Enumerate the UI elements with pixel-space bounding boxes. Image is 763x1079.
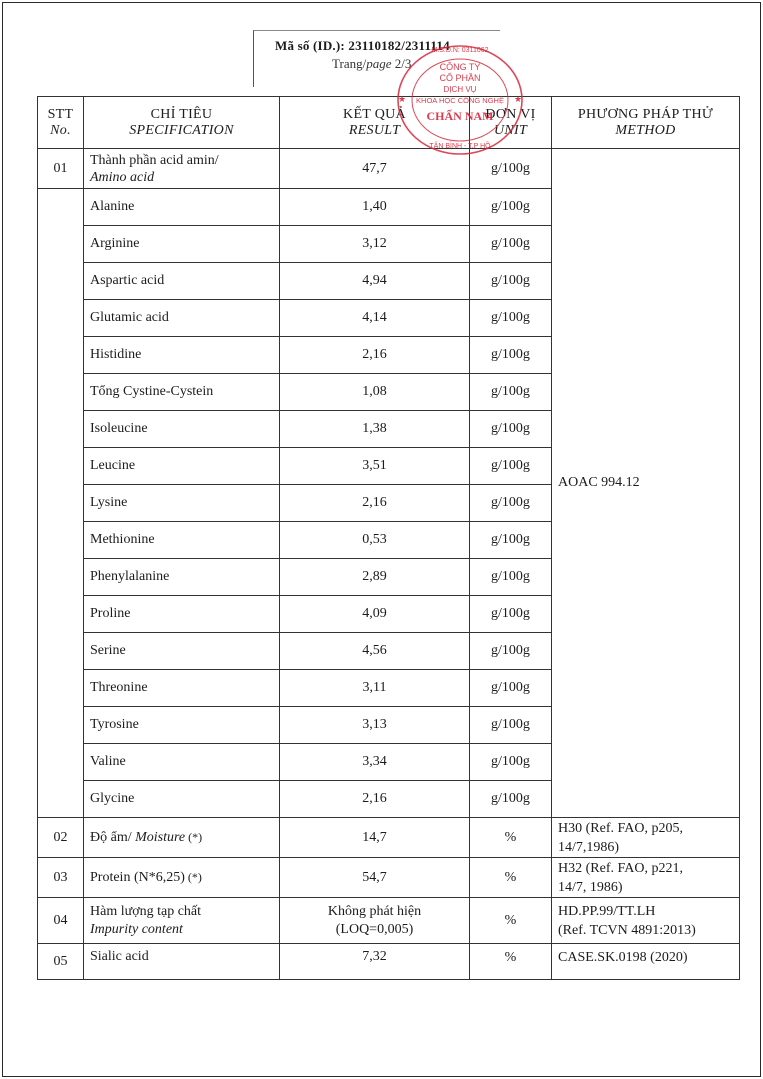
row-method — [552, 898, 740, 944]
row-stt-empty — [38, 189, 84, 818]
page-value: 2/3 — [394, 56, 412, 71]
row-spec — [84, 858, 280, 898]
row-result: 2,16 — [280, 781, 470, 818]
stamp-line2: CỔ PHẦN — [439, 73, 481, 83]
method-l1: CASE.SK.0198 (2020) — [558, 950, 688, 965]
row-spec: Histidine — [84, 337, 280, 374]
method-l2: (Ref. TCVN 4891:2013) — [558, 922, 696, 938]
spec-en: Amino acid — [90, 169, 155, 185]
report-id-label: Mã số (ID.): — [275, 38, 345, 53]
row-unit: % — [470, 858, 552, 898]
row-unit: g/100g — [470, 522, 552, 559]
row-spec: Proline — [84, 596, 280, 633]
report-id-value: 23110182/2311114 — [348, 38, 450, 53]
row-unit: g/100g — [470, 337, 552, 374]
row-unit: g/100g — [470, 374, 552, 411]
row-method — [552, 944, 740, 980]
row-spec: Phenylalanine — [84, 559, 280, 596]
row-result: 1,38 — [280, 411, 470, 448]
method-l1: H30 (Ref. FAO, p205, — [558, 820, 683, 836]
row-spec: Glycine — [84, 781, 280, 818]
stamp-ring-bottom: TÂN BÌNH - T.P HỒ — [429, 143, 491, 150]
row-result: 3,11 — [280, 670, 470, 707]
spec-vi: Thành phần acid amin/ — [90, 152, 219, 168]
row-spec — [84, 944, 280, 980]
method-l2: 14/7, 1986) — [558, 879, 623, 895]
row-stt: 02 — [38, 818, 84, 858]
col-specification: CHỈ TIÊU SPECIFICATION — [84, 97, 280, 149]
row-method — [552, 149, 740, 818]
col-unit: ĐƠN VỊ UNIT — [470, 97, 552, 149]
row-result: 2,89 — [280, 559, 470, 596]
stamp-line5: CHẤN NAM — [426, 109, 494, 123]
row-result: 3,13 — [280, 707, 470, 744]
row-spec — [84, 898, 280, 944]
row-result: 4,09 — [280, 596, 470, 633]
row-unit: g/100g — [470, 411, 552, 448]
result-l2: (LOQ=0,005) — [335, 921, 414, 937]
results-table — [37, 96, 740, 980]
row-unit: g/100g — [470, 300, 552, 337]
row-unit: g/100g — [470, 781, 552, 818]
row-unit: g/100g — [470, 633, 552, 670]
row-method — [552, 818, 740, 858]
row-stt: 01 — [38, 149, 84, 189]
row-stt: 03 — [38, 858, 84, 898]
col-stt: STT No. — [38, 97, 84, 149]
row-unit: g/100g — [470, 670, 552, 707]
row-result: 0,53 — [280, 522, 470, 559]
table-row — [38, 898, 740, 944]
result-l1: Không phát hiện — [327, 903, 422, 919]
row-unit: % — [470, 818, 552, 858]
row-spec: Aspartic acid — [84, 263, 280, 300]
row-result: 4,56 — [280, 633, 470, 670]
table-row — [38, 858, 740, 898]
row-unit: g/100g — [470, 596, 552, 633]
row-spec: Alanine — [84, 189, 280, 226]
row-spec: Valine — [84, 744, 280, 781]
col-result: KẾT QUẢ RESULT — [280, 97, 470, 149]
row-spec: Leucine — [84, 448, 280, 485]
row-result — [280, 898, 470, 944]
row-method — [552, 858, 740, 898]
row-spec: Serine — [84, 633, 280, 670]
row-unit: g/100g — [470, 263, 552, 300]
row-result: 3,12 — [280, 226, 470, 263]
spec-vi: Độ ẩm/ — [90, 830, 136, 845]
row-stt: 05 — [38, 944, 84, 980]
stamp-ring-top: M.S.D.N: 0311062 — [431, 47, 489, 54]
row-spec: Arginine — [84, 226, 280, 263]
spec-mark: (*) — [184, 870, 202, 884]
row-spec: Threonine — [84, 670, 280, 707]
method-aoac: AOAC 994.12 — [558, 475, 640, 490]
spec-en: Impurity content — [90, 921, 183, 937]
method-l1: H32 (Ref. FAO, p221, — [558, 860, 683, 876]
spec-vi: Hàm lượng tạp chất — [90, 903, 202, 919]
spec-en: Moisture — [135, 830, 186, 845]
stamp-line3: DỊCH VỤ — [443, 85, 477, 94]
table-row — [38, 149, 740, 189]
spec-mark: (*) — [185, 830, 203, 844]
row-result: 2,16 — [280, 485, 470, 522]
row-spec: Glutamic acid — [84, 300, 280, 337]
method-l1: HD.PP.99/TT.LH — [558, 903, 656, 919]
row-unit: g/100g — [470, 559, 552, 596]
row-spec: Tổng Cystine-Cystein — [84, 374, 280, 411]
table-header — [38, 97, 740, 149]
company-stamp — [390, 40, 530, 156]
row-result: 1,40 — [280, 189, 470, 226]
spec-vi: Protein (N*6,25) — [90, 870, 185, 885]
row-unit: g/100g — [470, 707, 552, 744]
row-stt: 04 — [38, 898, 84, 944]
row-unit: % — [470, 898, 552, 944]
star-icon: ★ — [513, 94, 523, 104]
row-result: 7,32 — [280, 944, 470, 980]
row-unit: g/100g — [470, 226, 552, 263]
row-spec: Methionine — [84, 522, 280, 559]
row-spec: Isoleucine — [84, 411, 280, 448]
row-unit: g/100g — [470, 149, 552, 189]
row-spec — [84, 149, 280, 189]
page-label-en: page — [366, 56, 392, 71]
stamp-line4: KHOA HỌC CÔNG NGHỆ — [416, 96, 504, 105]
row-spec — [84, 818, 280, 858]
stamp-line1: CÔNG TY — [439, 62, 481, 72]
row-result: 4,14 — [280, 300, 470, 337]
spec-vi: Sialic acid — [90, 949, 149, 964]
row-result: 2,16 — [280, 337, 470, 374]
row-spec: Tyrosine — [84, 707, 280, 744]
row-unit: g/100g — [470, 448, 552, 485]
row-spec: Lysine — [84, 485, 280, 522]
row-unit: g/100g — [470, 189, 552, 226]
row-result: 3,34 — [280, 744, 470, 781]
row-result: 3,51 — [280, 448, 470, 485]
row-unit: g/100g — [470, 744, 552, 781]
row-unit: % — [470, 944, 552, 980]
row-unit: g/100g — [470, 485, 552, 522]
table-row — [38, 944, 740, 980]
col-method: PHƯƠNG PHÁP THỬ METHOD — [552, 97, 740, 149]
row-result: 4,94 — [280, 263, 470, 300]
row-result: 47,7 — [280, 149, 470, 189]
row-result: 1,08 — [280, 374, 470, 411]
row-result: 14,7 — [280, 818, 470, 858]
row-result: 54,7 — [280, 858, 470, 898]
page-label-vi: Trang/ — [332, 56, 367, 71]
table-row — [38, 818, 740, 858]
method-l2: 14/7,1986) — [558, 839, 620, 855]
star-icon: ★ — [397, 94, 407, 104]
